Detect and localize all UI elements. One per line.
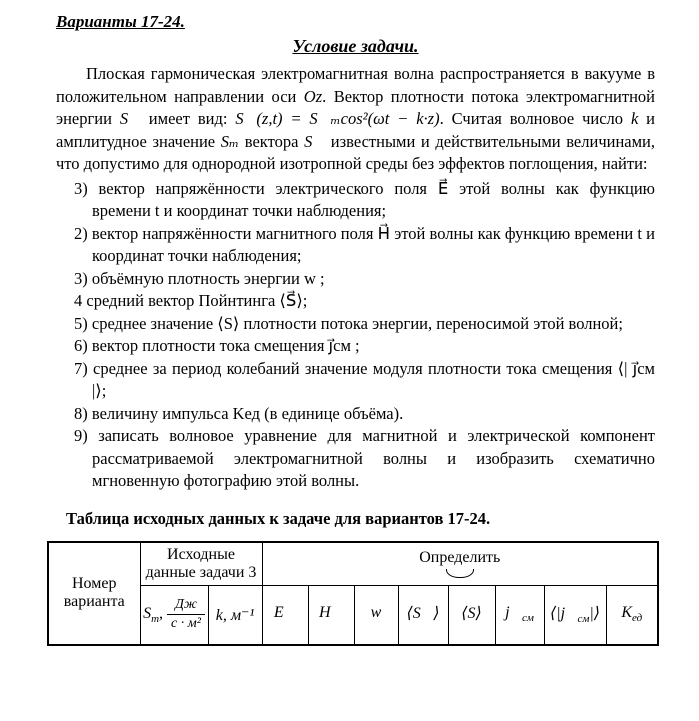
underbrace-icon (446, 569, 474, 578)
math-run: S⃗ (304, 131, 326, 151)
sm-unit-fraction (167, 597, 205, 632)
sm-header-cell (140, 585, 208, 645)
doc-subtitle: Условие задачи. (292, 36, 419, 56)
text-run: вектора (239, 131, 305, 151)
determine-header-cell: ⟨S⟩ (448, 585, 495, 645)
task-item: 2) вектор напряжённости магнитного поля H⃗ этой волны как функцию времени t и координат точки наблюдения; (74, 223, 655, 265)
fraction-numerator: Дж (167, 597, 205, 615)
k-header-cell (208, 585, 262, 645)
task-list (56, 178, 655, 493)
text-run: имеет вид: (140, 109, 236, 128)
text-run: и амплитудное значение (56, 109, 655, 151)
math-run: k (630, 109, 639, 128)
text-run: известными и действительными величинами, что допустимо для однородной изотропной среды без эффектов поглощения, найти: (56, 131, 655, 173)
determine-header-cell: $j⃗_{см}$ (495, 585, 544, 645)
determine-header-cell: w (354, 585, 398, 645)
source-group-cell: Исходные данные задачи 3 (140, 542, 262, 586)
determine-header-cell: ⟨S⃗⟩ (398, 585, 448, 645)
task-item: 7) среднее за период колебаний значение модуля плотности тока смещения ⟨| j⃗см |⟩; (74, 358, 655, 400)
text-run: . Считая волновое число (439, 109, 631, 128)
text-run: Плоская гармоническая электромагнитная волна распространяется в вакууме в положительном направлении оси (56, 64, 655, 106)
data-table (47, 541, 659, 646)
task-item: 3) объёмную плотность энергии w ; (74, 268, 325, 288)
k-symbol: k, м⁻¹ (215, 606, 255, 624)
determine-header-cell: H⃗ (308, 585, 354, 645)
task-item: 5) среднее значение ⟨S⟩ плотности потока энергии, переносимой этой волной; (74, 313, 623, 333)
math-run: Oz (303, 86, 323, 106)
task-item: 8) величину импульса Kед (в единице объёма). (74, 403, 404, 423)
sm-symbol: $S_m$, (143, 605, 164, 626)
variant-header-cell: Номер варианта (48, 542, 140, 645)
task-item: 9) записать волновое уравнение для магнитной и электрической компонент рассматриваемой электромагнитной волны и изобразить схематично мгновенную фотографию этой волны. (74, 426, 655, 490)
math-run: S⃗(z,t) = S⃗ₘcos²(ωt − k·z) (235, 109, 440, 128)
task-item: 4 средний вектор Пойнтинга ⟨S⃗⟩; (74, 291, 308, 310)
fraction-denominator: с · м² (171, 616, 201, 631)
determine-group-cell (262, 542, 658, 586)
doc-title: Варианты 17-24. (56, 12, 185, 31)
task-item: 3) вектор напряжённости электрического поля E⃗ этой волны как функцию времени t и координат точки наблюдения; (74, 178, 655, 220)
task-item: 6) вектор плотности тока смещения j⃗см ; (74, 336, 360, 355)
determine-header-cell: E⃗ (262, 585, 308, 645)
table-caption: Таблица исходных данных к задаче для вариантов 17-24. (66, 508, 491, 528)
determine-header-cell: $⟨|j⃗_{см}|⟩$ (544, 585, 606, 645)
math-run: S⃗ (119, 109, 141, 128)
intro-paragraph (56, 63, 655, 176)
determine-group-label: Определить (419, 549, 501, 566)
text-run: . Вектор плотности потока электромагнитной энергии (56, 86, 655, 128)
determine-header-cell: $K_{ед}$ (606, 585, 658, 645)
math-run: Sₘ (220, 131, 240, 151)
